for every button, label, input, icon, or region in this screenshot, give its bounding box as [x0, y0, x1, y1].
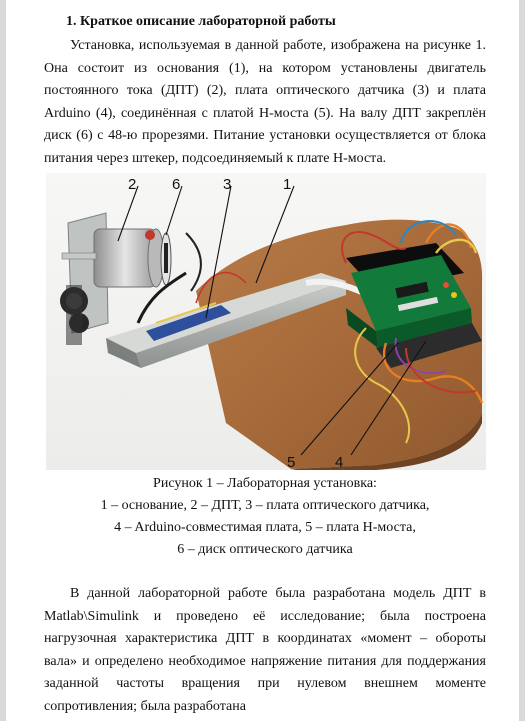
callout-6: 6 — [172, 176, 181, 193]
lab-setup-photo — [46, 173, 486, 470]
figure-caption-line-4: 6 – диск оптического датчика — [177, 542, 353, 557]
summary-paragraph: В данной лабораторной работе была разработана модель ДПТ в Matlab\Simulink и проведено её исследование; была построена нагрузочная характеристика ДПТ в координатах «момент – обороты вала» и определено необходимое напряжение питания для поддержания заданной частоты вращения при нулевом внешнем моменте сопротивления; была разработана — [44, 586, 486, 714]
callout-4: 4 — [335, 454, 344, 471]
callout-5: 5 — [287, 454, 296, 471]
callout-3: 3 — [223, 176, 232, 193]
intro-paragraph: Установка, используемая в данной работе, изображена на рисунке 1. Она состоит из основания (1), на котором установлены двигатель постоянного тока (ДПТ) (2), плата оптического датчика (3) и плата Arduino (4), соединённая с платой H-моста (5). На валу ДПТ закреплён диск (6) с 48-ю прорезями. Питание установки осуществляется от блока питания через штекер, подсоединяемый к плате H-моста. — [44, 38, 486, 166]
page-gutter-right — [519, 0, 525, 721]
callout-2: 2 — [128, 176, 137, 193]
figure-caption-line-3: 4 – Arduino-совместимая плата, 5 – плата H-моста, — [114, 520, 416, 535]
callout-1: 1 — [283, 176, 292, 193]
document-page — [6, 0, 519, 721]
section-heading: 1. Краткое описание лабораторной работы — [66, 14, 336, 29]
figure-caption-line-2: 1 – основание, 2 – ДПТ, 3 – плата оптического датчика, — [100, 498, 430, 513]
figure-caption-line-1: Рисунок 1 – Лабораторная установка: — [153, 476, 377, 491]
